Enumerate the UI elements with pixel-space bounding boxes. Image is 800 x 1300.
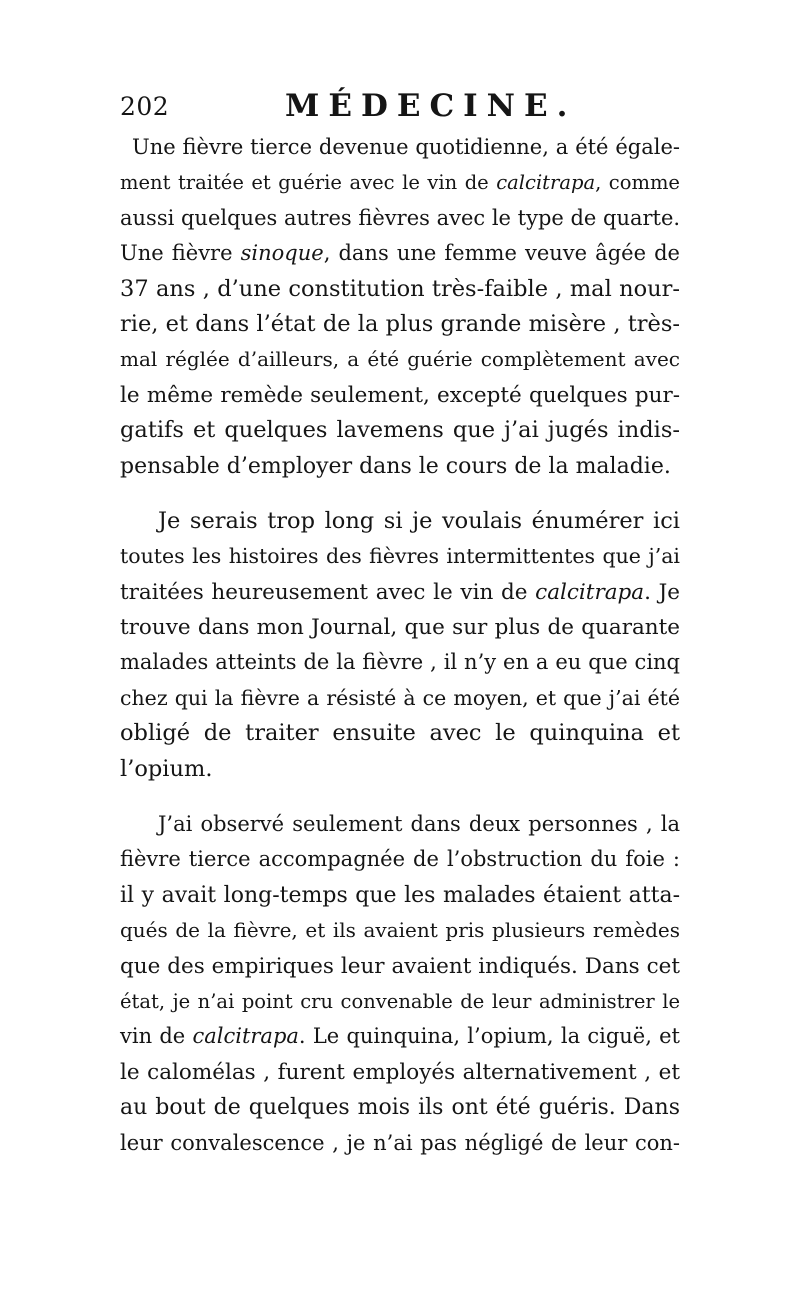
running-head bbox=[120, 88, 680, 128]
page-number: 202 bbox=[120, 92, 170, 121]
latin-term: calcitrapa bbox=[496, 171, 596, 195]
paragraph-2 bbox=[120, 504, 680, 787]
text-line: Une fièvre tierce devenue quotidienne, a été égale- bbox=[132, 135, 680, 159]
text-line: obligé de traiter ensuite avec le quinquina et bbox=[120, 720, 680, 747]
text-line: il y avait long-temps que les malades étaient atta- bbox=[120, 882, 680, 908]
text-line: le calomélas , furent employés alternativement , et bbox=[120, 1059, 680, 1085]
text-line: leur convalescence , je n’ai pas négligé de leur con- bbox=[120, 1130, 680, 1155]
text-line: l’opium. bbox=[120, 755, 213, 782]
text-line: Une fièvre sinoque, dans une femme veuve âgée de bbox=[120, 241, 680, 266]
text-line: que des empiriques leur avaient indiqués. Dans cet bbox=[120, 953, 680, 979]
paragraph-3 bbox=[120, 807, 680, 1161]
paragraph-1 bbox=[120, 130, 680, 484]
latin-term: calcitrapa bbox=[192, 1024, 299, 1049]
text-line: trouve dans mon Journal, que sur plus de quarante bbox=[120, 615, 680, 641]
latin-term: calcitrapa bbox=[535, 579, 645, 605]
text-line: état, je n’ai point cru convenable de leur administrer le bbox=[120, 989, 680, 1013]
text-line: vin de calcitrapa. Le quinquina, l’opium, la ciguë, et bbox=[120, 1024, 680, 1049]
text-line: mal réglée d’ailleurs, a été guérie complètement avec bbox=[120, 347, 680, 372]
text-line: ment traitée et guérie avec le vin de calcitrapa, comme bbox=[120, 171, 680, 195]
latin-term: sinoque bbox=[240, 241, 324, 266]
text-line: rie, et dans l’état de la plus grande misère , très- bbox=[120, 310, 680, 337]
text-line: malades atteints de la fièvre , il n’y en a eu que cinq bbox=[120, 650, 680, 675]
text-line: J’ai observé seulement dans deux personnes , la bbox=[158, 812, 680, 837]
text-line: 37 ans , d’une constitution très-faible , mal nour- bbox=[120, 275, 680, 302]
text-line: qués de la fièvre, et ils avaient pris plusieurs remèdes bbox=[120, 918, 680, 943]
text-line: aussi quelques autres fièvres avec le type de quarte. bbox=[120, 205, 681, 230]
text-line: Je serais trop long si je voulais énumérer ici bbox=[158, 507, 680, 534]
body-text bbox=[120, 130, 680, 1181]
text-line: chez qui la fièvre a résisté à ce moyen, et que j’ai été bbox=[120, 685, 680, 710]
text-line: traitées heureusement avec le vin de calcitrapa. Je bbox=[120, 579, 681, 605]
section-title: MÉDECINE. bbox=[285, 88, 577, 124]
text-line: pensable d’employer dans le cours de la maladie. bbox=[120, 453, 671, 479]
text-line: le même remède seulement, excepté quelques pur- bbox=[120, 382, 680, 408]
text-line: gatifs et quelques lavemens que j’ai jugés indis- bbox=[120, 417, 680, 444]
text-line: au bout de quelques mois ils ont été guéris. Dans bbox=[120, 1095, 680, 1121]
text-line: toutes les histoires des fièvres intermittentes que j’ai bbox=[120, 544, 680, 569]
text-line: fièvre tierce accompagnée de l’obstruction du foie : bbox=[120, 847, 680, 872]
